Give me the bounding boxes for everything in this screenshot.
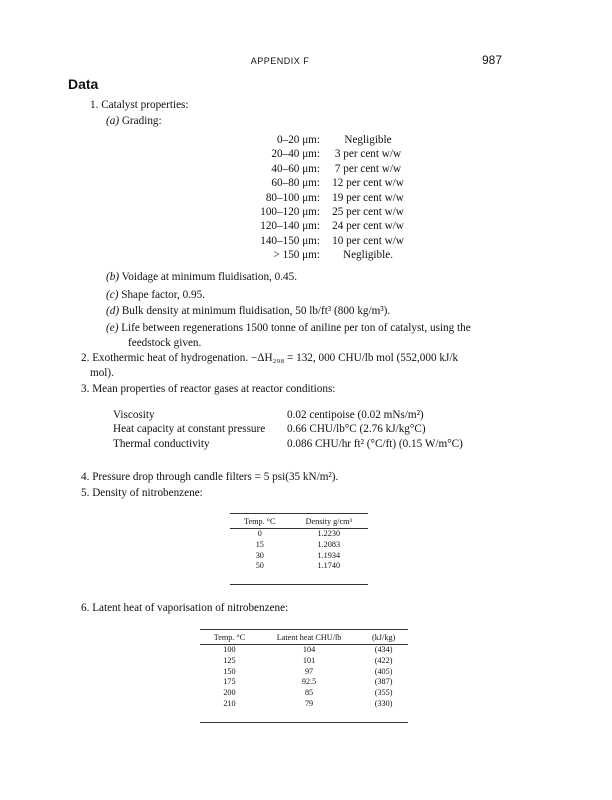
table-cell: (330) [374, 698, 393, 708]
property-name: Heat capacity at constant pressure [113, 423, 266, 436]
density-table [230, 514, 368, 572]
item4-text: 4. Pressure drop through candle filters = 5 psi(35 kN/m²). [81, 471, 339, 483]
page-number: 987 [481, 53, 502, 67]
item3-heading: 3. Mean properties of reactor gases at reactor conditions: [81, 383, 336, 395]
grading-size: 0–20 μm: [277, 134, 320, 146]
grading-size: 120–140 μm: [260, 220, 320, 233]
table-cell: 125 [223, 655, 236, 665]
item1b [106, 270, 297, 284]
table-row [200, 677, 408, 688]
table-row [200, 656, 408, 667]
item1d-label: (d) [106, 305, 120, 317]
table-cell: 1.2230 [317, 529, 341, 538]
grading-value: 25 per cent w/w [332, 205, 404, 218]
table-cell: 175 [223, 677, 236, 687]
table-cell: 1.2083 [317, 539, 341, 549]
grading-value: 12 per cent w/w [332, 177, 404, 190]
grading-size: > 150 μm: [273, 249, 320, 262]
table-cell: 92.5 [301, 677, 317, 687]
grading-value: 10 per cent w/w [332, 234, 404, 247]
property-name: Viscosity [113, 409, 155, 421]
property-name: Thermal conductivity [113, 437, 210, 450]
item1e [106, 321, 471, 335]
table-cell: (387) [374, 677, 393, 687]
property-value: 0.086 CHU/hr ft² (°C/ft) (0.15 W/m°C) [287, 437, 463, 450]
item6-heading: 6. Latent heat of vaporisation of nitrobenzene: [81, 602, 289, 614]
column-header: (kJ/kg) [359, 630, 408, 645]
item1b-label: (b) [106, 271, 120, 283]
item1d-text: Bulk density at minimum fluidisation, 50 lb/ft³ (800 kg/m³). [121, 305, 391, 317]
table-cell: 150 [223, 666, 236, 676]
item1e-label: (e) [106, 322, 119, 334]
table-cell: (355) [374, 688, 393, 698]
column-header: Temp. °C [230, 514, 290, 529]
grading-size: 60–80 μm: [271, 177, 320, 190]
item1-heading: 1. Catalyst properties: [90, 99, 189, 111]
grading-size: 80–100 μm: [265, 191, 320, 204]
table-cell: 85 [304, 688, 314, 698]
table-cell: 50 [255, 561, 264, 571]
table-row [200, 699, 408, 710]
item1a-label: (a) [106, 115, 120, 127]
table-row [200, 645, 408, 656]
grading-value: Negligible. [342, 249, 394, 262]
grading-size: 100–120 μm: [260, 205, 320, 218]
grading-value: 24 per cent w/w [332, 220, 404, 233]
table-cell: 79 [304, 698, 314, 708]
table-cell: 1.1934 [317, 550, 341, 560]
column-header: Latent heat CHU/lb [259, 630, 359, 645]
table-cell: (434) [374, 645, 393, 654]
item1d [106, 304, 390, 318]
table-cell: 15 [255, 539, 264, 549]
grading-value: 7 per cent w/w [334, 162, 402, 175]
item5-heading: 5. Density of nitrobenzene: [81, 487, 203, 499]
table-bottom-rule [200, 722, 408, 723]
table-row [230, 540, 368, 551]
table-cell: 30 [255, 550, 264, 560]
grading-size: 20–40 μm: [271, 148, 320, 161]
item2-line2: mol). [90, 367, 114, 379]
item1c-text: Shape factor, 0.95. [121, 289, 205, 301]
section-title: Data [68, 76, 99, 92]
table-row [230, 551, 368, 562]
grading-value: Negligible [344, 134, 392, 146]
table-cell: 104 [302, 645, 316, 654]
property-value: 0.66 CHU/lb°C (2.76 kJ/kg°C) [287, 423, 426, 436]
table-cell: 97 [304, 666, 314, 676]
item1b-text: Voidage at minimum fluidisation, 0.45. [121, 271, 298, 283]
property-row [113, 437, 463, 451]
property-value: 0.02 centipoise (0.02 mNs/m²) [287, 409, 424, 421]
table-row [230, 561, 368, 572]
table-cell: 210 [223, 698, 236, 708]
column-header: Density g/cm³ [290, 514, 368, 529]
item1a [106, 114, 162, 128]
table-cell: 200 [223, 688, 236, 698]
column-header: Temp. °C [200, 630, 259, 645]
item1c [106, 288, 205, 302]
table-bottom-rule [230, 584, 368, 585]
table-row [200, 667, 408, 678]
grading-value: 3 per cent w/w [334, 148, 402, 161]
grading-size: 40–60 μm: [271, 162, 320, 175]
page-header [0, 53, 612, 70]
table-cell: 101 [302, 655, 316, 665]
table-row [230, 529, 368, 540]
gas-properties [113, 408, 463, 451]
property-row [113, 422, 426, 436]
grading-value: 19 per cent w/w [332, 191, 404, 204]
table-cell: 100 [223, 645, 236, 654]
item1a-text: Grading: [121, 115, 162, 127]
grading-size: 140–150 μm: [260, 234, 320, 247]
item1e-text-cont: feedstock given. [128, 337, 202, 349]
table-row [200, 688, 408, 699]
latent-heat-table [200, 630, 408, 710]
running-title: APPENDIX F [250, 56, 310, 66]
item1e-text: Life between regenerations 1500 tonne of aniline per ton of catalyst, using the [121, 322, 471, 334]
table-cell: 0 [257, 529, 262, 538]
item2-line1: 2. Exothermic heat of hydrogenation. −ΔH₂₉₈ = 132, 000 CHU/lb mol (552,000 kJ/k [81, 352, 459, 364]
table-cell: 1.1740 [317, 561, 341, 571]
table-cell: (422) [374, 655, 393, 665]
item1c-label: (c) [106, 289, 119, 301]
table-cell: (405) [374, 666, 393, 676]
property-row [113, 408, 424, 422]
